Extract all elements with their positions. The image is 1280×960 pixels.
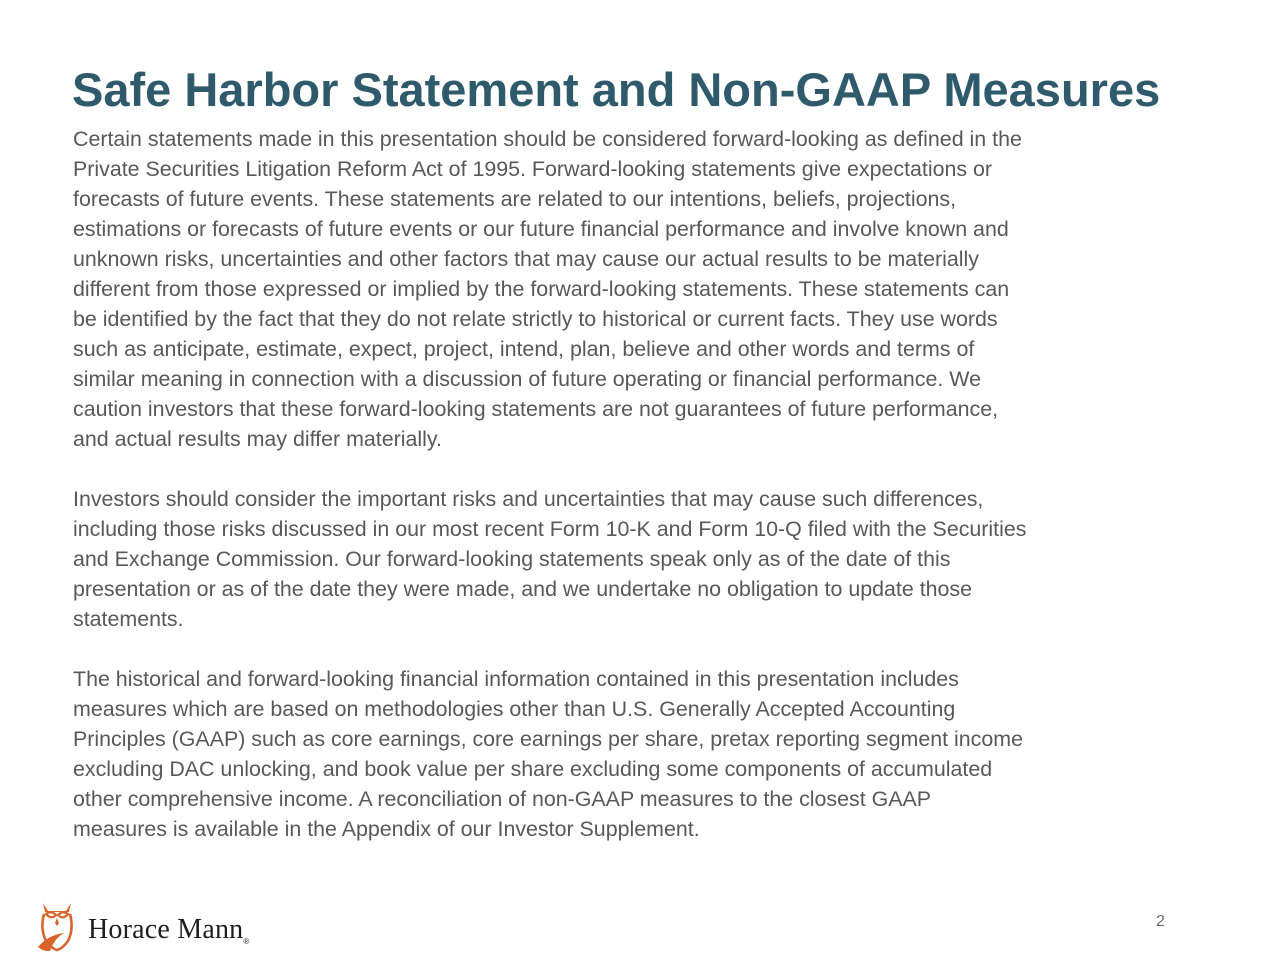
non-gaap-paragraph: The historical and forward-looking financial information contained in this presentation includes measures which are based on methodologies other than U.S. Generally Accepted Accounting Principles (GAAP) such as core earnings, core earnings per share, pretax reporting segment income excluding DAC unlocking, and book value per share excluding some components of accumulated other comprehensive income. A reconciliation of non-GAAP measures to the closest GAAP measures is available in the Appendix of our Investor Supplement. bbox=[73, 667, 1023, 841]
page-number: 2 bbox=[1156, 913, 1165, 930]
safe-harbor-paragraph: Certain statements made in this presentation should be considered forward-looking as defined in the Private Securities Litigation Reform Act of 1995. Forward-looking statements give expectations or forecasts of future events. These statements are related to our intentions, beliefs, projections, estimations or forecasts of future events or our future financial performance and involve known and unknown risks, uncertainties and other factors that may cause our actual results to be materially different from those expressed or implied by the forward-looking statements. These statements can be identified by the fact that they do not relate strictly to historical or current facts. They use words such as anticipate, estimate, expect, project, intend, plan, believe and other words and terms of similar meaning in connection with a discussion of future operating or financial performance. We caution investors that these forward-looking statements are not guarantees of future performance, and actual results may differ materially. bbox=[73, 127, 1022, 451]
risk-factors-paragraph: Investors should consider the important risks and uncertainties that may cause such differences, including those risks discussed in our most recent Form 10-K and Form 10-Q filed with the Securities and Exchange Commission. Our forward-looking statements speak only as of the date of this presentation or as of the date they were made, and we undertake no obligation to update those statements. bbox=[73, 487, 1027, 631]
trademark-symbol: ® bbox=[243, 937, 250, 946]
slide-title: Safe Harbor Statement and Non-GAAP Measures bbox=[72, 63, 1161, 116]
brand-name-text: Horace Mann bbox=[88, 914, 244, 945]
company-logo bbox=[34, 898, 249, 956]
brand-name bbox=[88, 914, 249, 946]
owl-icon bbox=[34, 899, 80, 955]
slide-body bbox=[73, 124, 1233, 874]
